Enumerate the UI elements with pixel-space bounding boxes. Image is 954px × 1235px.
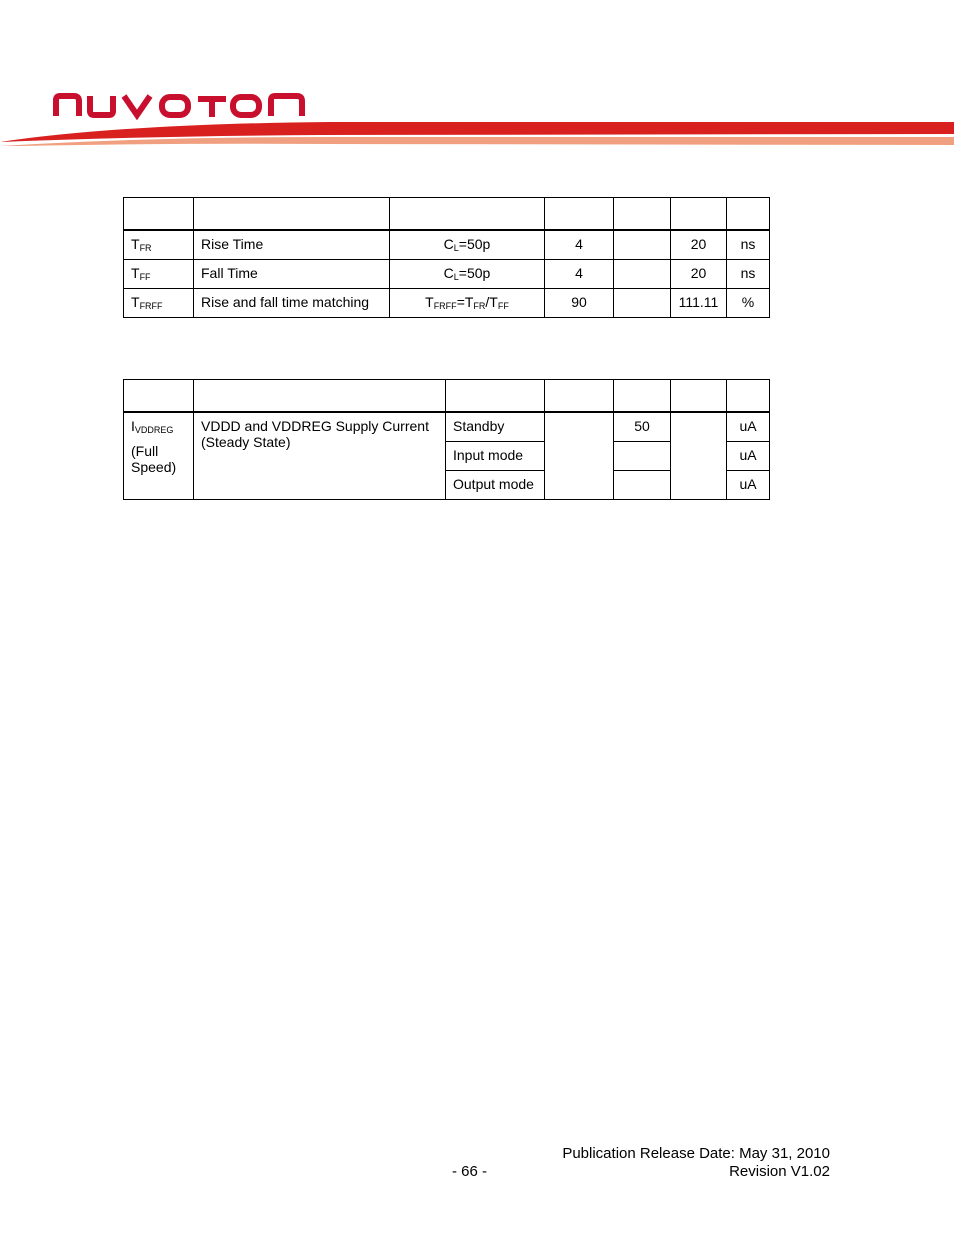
max-cell [671, 412, 727, 499]
table-row [124, 230, 770, 259]
unit-cell: % [727, 288, 770, 317]
condition-cell: Input mode [446, 441, 545, 470]
table-header-row [124, 198, 770, 231]
table-row [124, 259, 770, 288]
min-cell [545, 412, 614, 499]
condition-cell: Output mode [446, 470, 545, 499]
parameter-cell: Rise Time [194, 230, 390, 259]
publication-date: Publication Release Date: May 31, 2010 [562, 1145, 830, 1162]
symbol-cell: $T_{FF}$ [124, 259, 194, 288]
typ-cell [614, 441, 671, 470]
timing-table [123, 197, 770, 318]
unit-cell: ns [727, 259, 770, 288]
symbol-cell: $T_{FRFF}$ [124, 288, 194, 317]
nuvoton-logo [52, 90, 308, 120]
unit-cell: uA [727, 441, 770, 470]
typ-cell: 50 [614, 412, 671, 441]
parameter-cell: Fall Time [194, 259, 390, 288]
page-number: - 66 - [452, 1163, 488, 1180]
condition-cell: $C_L=50p$ [390, 230, 545, 259]
condition-cell: $C_L=50p$ [390, 259, 545, 288]
typ-cell [614, 288, 671, 317]
header-swoosh [0, 118, 954, 150]
max-cell: 111.11 [671, 288, 727, 317]
parameter-cell: Rise and fall time matching [194, 288, 390, 317]
min-cell: 4 [545, 259, 614, 288]
max-cell: 20 [671, 259, 727, 288]
supply-current-table [123, 379, 770, 500]
max-cell: 20 [671, 230, 727, 259]
typ-cell [614, 470, 671, 499]
typ-cell [614, 230, 671, 259]
table-row [124, 288, 770, 317]
condition-cell: Standby [446, 412, 545, 441]
unit-cell: uA [727, 470, 770, 499]
table-row [124, 412, 770, 441]
min-cell: 90 [545, 288, 614, 317]
table-header-row [124, 380, 770, 413]
unit-cell: uA [727, 412, 770, 441]
symbol-cell: $T_{FR}$ [124, 230, 194, 259]
symbol-cell: $I_{VDDREG}$ (Full Speed) [124, 412, 194, 499]
unit-cell: ns [727, 230, 770, 259]
typ-cell [614, 259, 671, 288]
symbol-note: (Full Speed) [131, 443, 177, 475]
condition-cell: $T_{FRFF}=T_{FR}/T_{FF}$ [390, 288, 545, 317]
parameter-cell: VDDD and VDDREG Supply Current (Steady State) [194, 412, 446, 499]
revision: Revision V1.02 [729, 1163, 830, 1180]
min-cell: 4 [545, 230, 614, 259]
